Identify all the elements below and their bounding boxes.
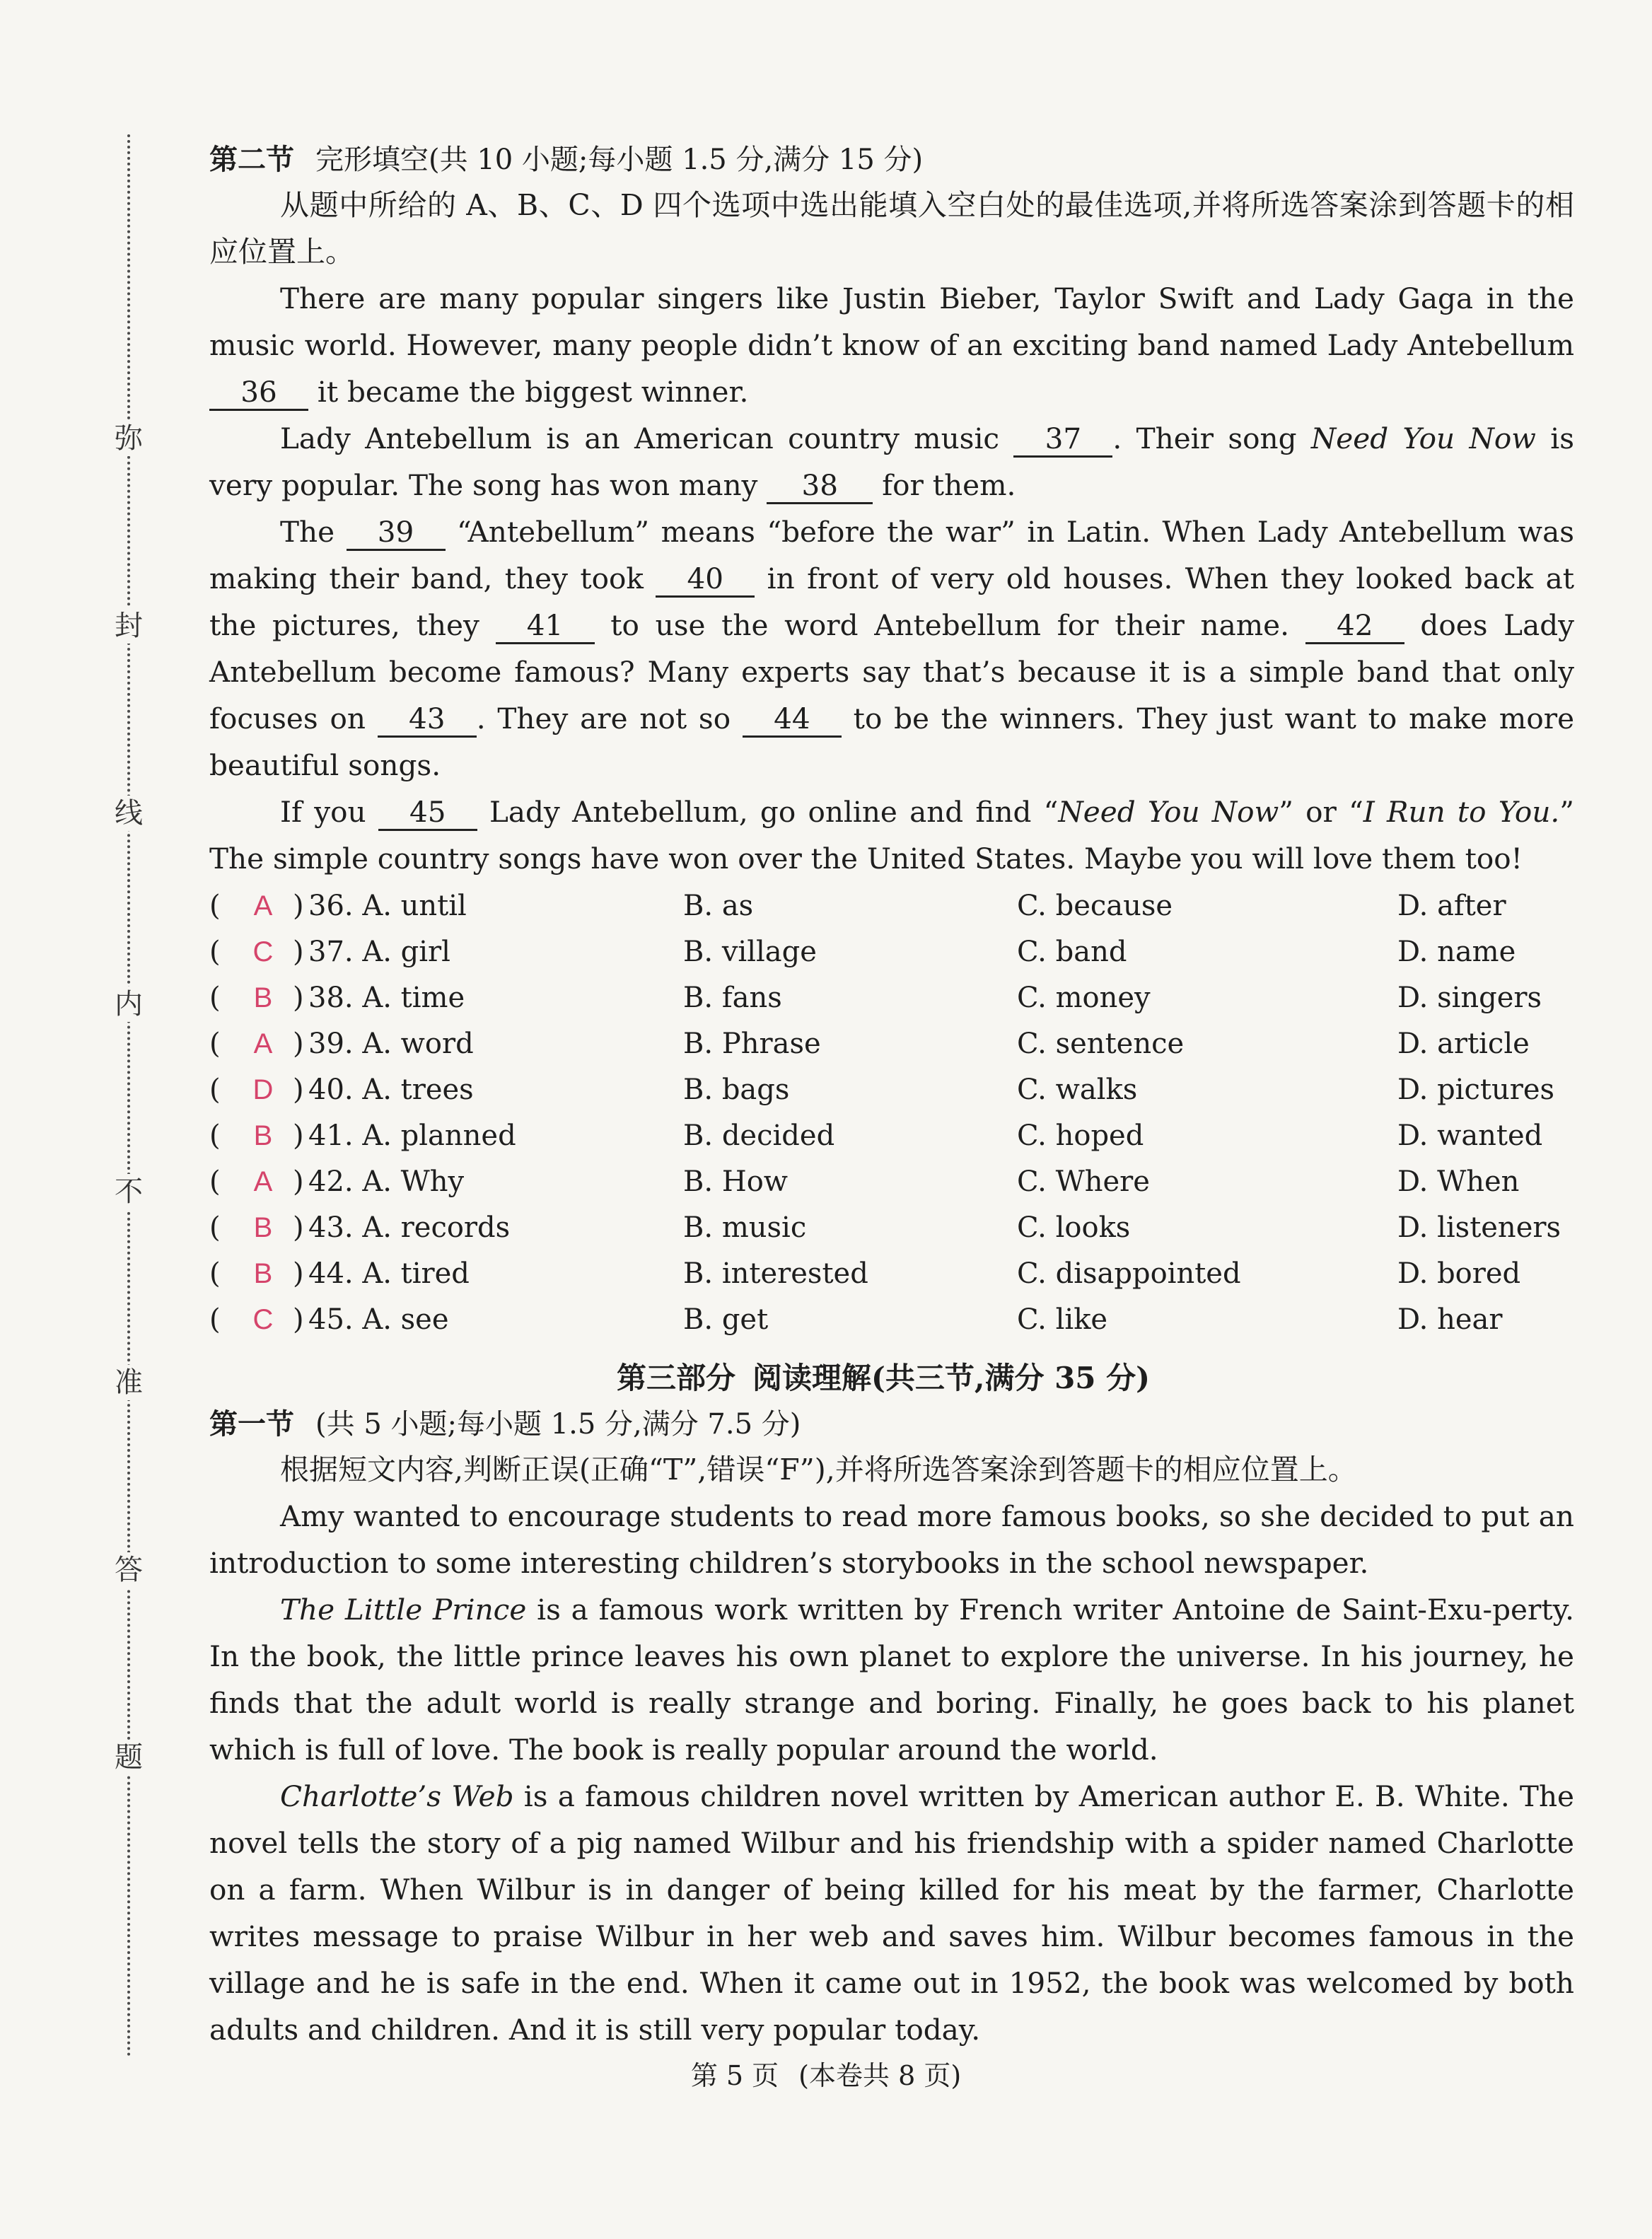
page-footer <box>0 2058 1652 2093</box>
section-label: 第一节 <box>209 1407 294 1441</box>
option-d: D. When <box>1397 1165 1520 1198</box>
option-d: D. bored <box>1397 1257 1521 1290</box>
option-b: B. get <box>683 1303 769 1336</box>
section-2-heading <box>209 138 1574 182</box>
blank-41: 41 <box>496 608 595 644</box>
section-title: 完形填空(共 10 小题;每小题 1.5 分,满分 15 分) <box>315 144 924 176</box>
option-c: C. band <box>1017 936 1127 968</box>
blank-36: 36 <box>209 375 308 411</box>
reading-paragraph-2: The Little Prince is a famous work written by French writer Antoine de Saint-Exu-perty. In the book, the little prince leaves his own planet to explore the universe. In his journey, he finds that the adult world is really strange and boring. Finally, he goes back to his planet which is full of love. The book is really popular around the world. <box>209 1593 1574 1767</box>
question-row: ( B ) 43. A. records B. music C. looks D. listeners <box>209 1205 1574 1251</box>
option-d: D. article <box>1397 1028 1530 1060</box>
answer-mark: C <box>252 1304 274 1335</box>
answer-mark: A <box>253 890 273 921</box>
question-row: ( C ) 45. A. see B. get C. like D. hear <box>209 1297 1574 1343</box>
answer-mark: C <box>252 936 274 967</box>
option-b: B. fans <box>683 982 782 1014</box>
question-row: ( A ) 36. A. until B. as C. because D. after <box>209 883 1574 929</box>
blank-38: 38 <box>767 468 873 504</box>
question-row: ( B ) 44. A. tired B. interested C. disappointed D. bored <box>209 1251 1574 1297</box>
option-d: D. after <box>1397 890 1506 922</box>
binding-char: 线 <box>115 797 143 830</box>
reading-paragraph-3: Charlotte’s Web is a famous children novel written by American author E. B. White. The novel tells the story of a pig named Wilbur and his friendship with a spider named Charlotte on a farm. When Wilbur is in danger of being killed for his meat by the farmer, Charlotte writes message to praise Wilbur in her web and saves him. Wilbur becomes famous in the village and he is safe in the end. When it came out in 1952, the book was welcomed by both adults and children. And it is still very popular today. <box>209 1779 1574 2047</box>
song-title: I Run to You. <box>1363 795 1560 829</box>
cloze-paragraph-4: If you 45 Lady Antebellum, go online and find “Need You Now” or “I Run to You.” The simple country songs have won over the United States. Maybe you will love them too! <box>209 795 1574 876</box>
question-row: ( D ) 40. A. trees B. bags C. walks D. pictures <box>209 1067 1574 1113</box>
option-c: C. money <box>1017 982 1151 1014</box>
section-label: 第二节 <box>209 143 294 176</box>
option-c: C. hoped <box>1017 1120 1144 1152</box>
book-title: The Little Prince <box>280 1593 527 1627</box>
binding-char: 内 <box>115 988 143 1020</box>
question-row: ( A ) 42. A. Why B. How C. Where D. When <box>209 1159 1574 1205</box>
option-c: C. Where <box>1017 1165 1150 1198</box>
blank-45: 45 <box>378 795 477 831</box>
part-label: 第三部分 <box>616 1361 735 1395</box>
section-1-heading <box>209 1402 1574 1446</box>
option-b: B. decided <box>683 1120 835 1152</box>
option-c: C. looks <box>1017 1211 1131 1244</box>
reading-instruction: 根据短文内容,判断正误(正确“T”,错误“F”),并将所选答案涂到答题卡的相应位置上。 <box>280 1453 1357 1487</box>
cloze-paragraph-3: The 39 “Antebellum” means “before the war” in Latin. When Lady Antebellum was making their band, they took 40 in front of very old houses. When they looked back at the pictures, they 41 to use the word Antebellum for their name. 42 does Lady Antebellum become famous? Many experts say that’s because it is a simple band that only focuses on 43 . They are not so 44 to be the winners. They just want to make more beautiful songs. <box>209 515 1575 782</box>
option-b: B. as <box>683 890 754 922</box>
blank-42: 42 <box>1305 608 1404 644</box>
option-d: D. hear <box>1397 1303 1503 1336</box>
blank-37: 37 <box>1013 421 1112 458</box>
option-b: B. music <box>683 1211 807 1244</box>
option-d: D. listeners <box>1397 1211 1561 1244</box>
cloze-paragraph-1: There are many popular singers like Justin Bieber, Taylor Swift and Lady Gaga in the music world. However, many people didn’t know of an exciting band named Lady Antebellum 36 it became the biggest winner. <box>209 275 1574 415</box>
question-row: ( B ) 41. A. planned B. decided C. hoped D. wanted <box>209 1113 1574 1159</box>
option-c: C. walks <box>1017 1074 1138 1106</box>
option-d: D. pictures <box>1397 1074 1555 1106</box>
song-title: Need You Now <box>1058 795 1279 829</box>
binding-char: 准 <box>115 1366 143 1399</box>
blank-39: 39 <box>347 515 446 551</box>
option-d: D. wanted <box>1397 1120 1543 1152</box>
binding-char: 答 <box>115 1554 143 1586</box>
option-b: B. interested <box>683 1257 868 1290</box>
binding-char: 封 <box>115 610 143 642</box>
answer-mark: B <box>253 1120 273 1151</box>
reading-paragraph-1: Amy wanted to encourage students to read more famous books, so she decided to put an introduction to some interesting children’s storybooks in the school newspaper. <box>209 1499 1574 1580</box>
page-number: 第 5 页 <box>690 2060 779 2091</box>
cloze-paragraph-2: Lady Antebellum is an American country music 37 . Their song Need You Now is very popular. The song has won many 38 for them. <box>209 415 1574 508</box>
option-b: B. village <box>683 936 817 968</box>
part-title: 阅读理解(共三节,满分 35 分) <box>752 1361 1151 1395</box>
answer-mark: A <box>253 1166 273 1197</box>
option-b: B. bags <box>683 1074 790 1106</box>
section-title: (共 5 小题;每小题 1.5 分,满分 7.5 分) <box>315 1408 801 1441</box>
answer-mark: A <box>253 1028 273 1059</box>
question-row: ( A ) 39. A. word B. Phrase C. sentence D. article <box>209 1021 1574 1067</box>
answer-mark: B <box>253 982 273 1013</box>
book-title: Charlotte’s Web <box>280 1779 514 1813</box>
answer-mark: B <box>253 1258 273 1289</box>
page-content <box>209 138 1574 2053</box>
blank-40: 40 <box>656 562 755 598</box>
option-d: D. name <box>1397 936 1516 968</box>
binding-char: 题 <box>115 1741 143 1774</box>
answer-mark: D <box>252 1074 274 1105</box>
option-c: C. disappointed <box>1017 1257 1241 1290</box>
question-row: ( C ) 37. A. girl B. village C. band D. name <box>209 929 1574 975</box>
binding-char: 不 <box>115 1175 143 1208</box>
blank-43: 43 <box>378 702 477 738</box>
option-c: C. sentence <box>1017 1028 1185 1060</box>
question-row: ( B ) 38. A. time B. fans C. money D. singers <box>209 975 1574 1021</box>
song-title: Need You Now <box>1310 421 1536 455</box>
cloze-instruction: 从题中所给的 A、B、C、D 四个选项中选出能填入空白处的最佳选项,并将所选答案涂到答题卡的相应位置上。 <box>209 188 1574 269</box>
option-b: B. Phrase <box>683 1028 821 1060</box>
part-3-heading <box>209 1354 1574 1402</box>
option-c: C. like <box>1017 1303 1108 1336</box>
page-total: (本卷共 8 页) <box>798 2060 962 2091</box>
option-c: C. because <box>1017 890 1173 922</box>
question-list <box>209 883 1574 1343</box>
answer-mark: B <box>253 1212 273 1243</box>
binding-char: 弥 <box>115 422 143 455</box>
option-b: B. How <box>683 1165 789 1198</box>
option-d: D. singers <box>1397 982 1542 1014</box>
blank-44: 44 <box>743 702 842 738</box>
